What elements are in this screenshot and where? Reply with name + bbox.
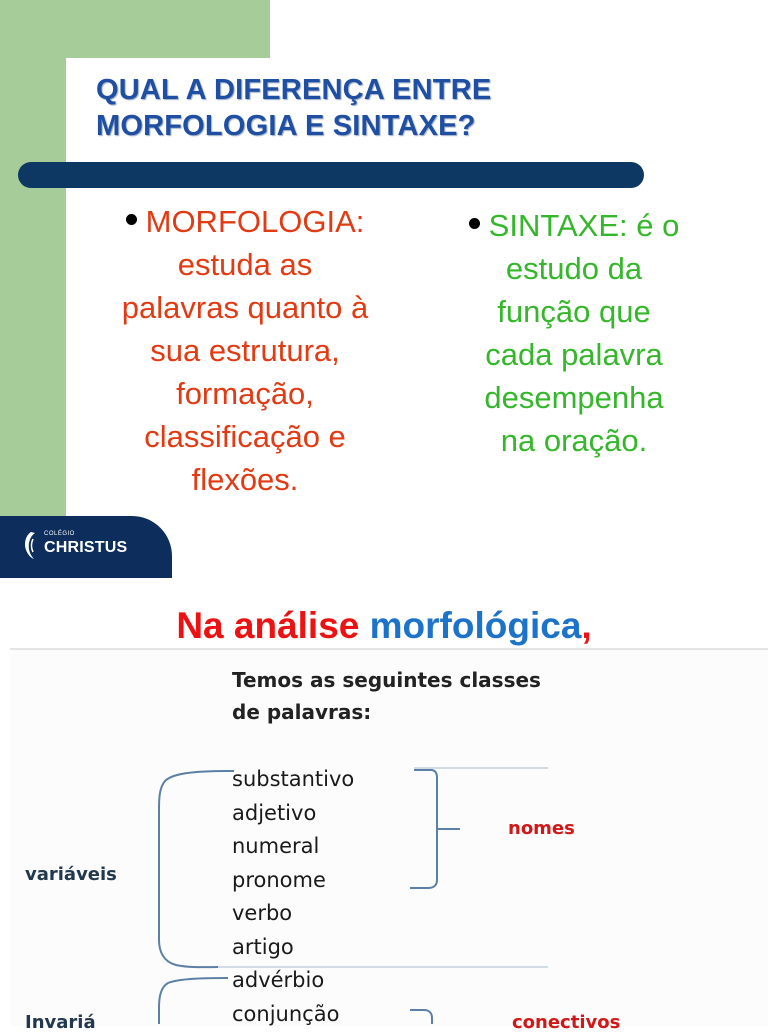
morfologia-text-line: palavras quanto à xyxy=(121,290,369,325)
list-item: conjunção xyxy=(232,1001,340,1026)
classes-intro-text xyxy=(232,664,541,728)
word-class-list xyxy=(232,763,354,1031)
sintaxe-heading: SINTAXE: é o xyxy=(488,208,680,243)
list-item: substantivo xyxy=(232,767,355,791)
heading-part-1: Na análise xyxy=(176,605,370,646)
slide-title xyxy=(96,72,491,144)
sintaxe-text-line: cada palavra xyxy=(485,337,663,372)
logo-subtitle: COLÉGIO xyxy=(44,531,75,537)
label-nomes: nomes xyxy=(508,818,575,839)
title-underline-bar xyxy=(18,162,644,188)
heading-part-2: morfológica xyxy=(369,605,582,646)
sintaxe-text-line: estudo da xyxy=(505,251,643,286)
title-line: MORFOLOGIA E SINTAXE? xyxy=(96,110,476,142)
bullet-icon xyxy=(126,214,137,225)
label-variaveis: variáveis xyxy=(25,864,117,885)
heading-part-3: , xyxy=(581,605,592,646)
label-invariaveis: Invariá xyxy=(25,1012,96,1033)
list-item: advérbio xyxy=(232,968,325,992)
morfologia-text-line: sua estrutura, xyxy=(150,333,340,368)
list-item: pronome xyxy=(232,867,326,892)
christus-emblem-icon xyxy=(22,530,38,560)
morfologia-text-line: classificação e xyxy=(144,419,346,454)
morfologia-text-line: formação, xyxy=(176,376,314,411)
sintaxe-text-line: desempenha xyxy=(484,380,664,415)
list-item: numeral xyxy=(232,834,320,858)
morfologia-text-line: flexões. xyxy=(191,462,299,497)
list-item: artigo xyxy=(232,934,294,959)
list-item: adjetivo xyxy=(232,800,317,825)
bullet-icon xyxy=(469,218,480,229)
label-conectivos: conectivos xyxy=(512,1012,621,1033)
intro-line: de palavras: xyxy=(232,700,372,724)
morfologia-heading: MORFOLOGIA: xyxy=(145,204,365,239)
title-line: QUAL A DIFERENÇA ENTRE xyxy=(96,74,492,106)
sintaxe-text-line: função que xyxy=(497,294,651,329)
logo-name: CHRISTUS xyxy=(44,539,128,556)
analise-morfologica-heading xyxy=(0,604,768,648)
sintaxe-column xyxy=(424,204,724,462)
morfologia-column xyxy=(92,200,398,501)
list-item: verbo xyxy=(232,901,293,925)
morfologia-text-line: estuda as xyxy=(177,247,313,282)
intro-line: Temos as seguintes classes xyxy=(232,668,541,692)
sintaxe-text-line: na oração. xyxy=(500,423,648,458)
